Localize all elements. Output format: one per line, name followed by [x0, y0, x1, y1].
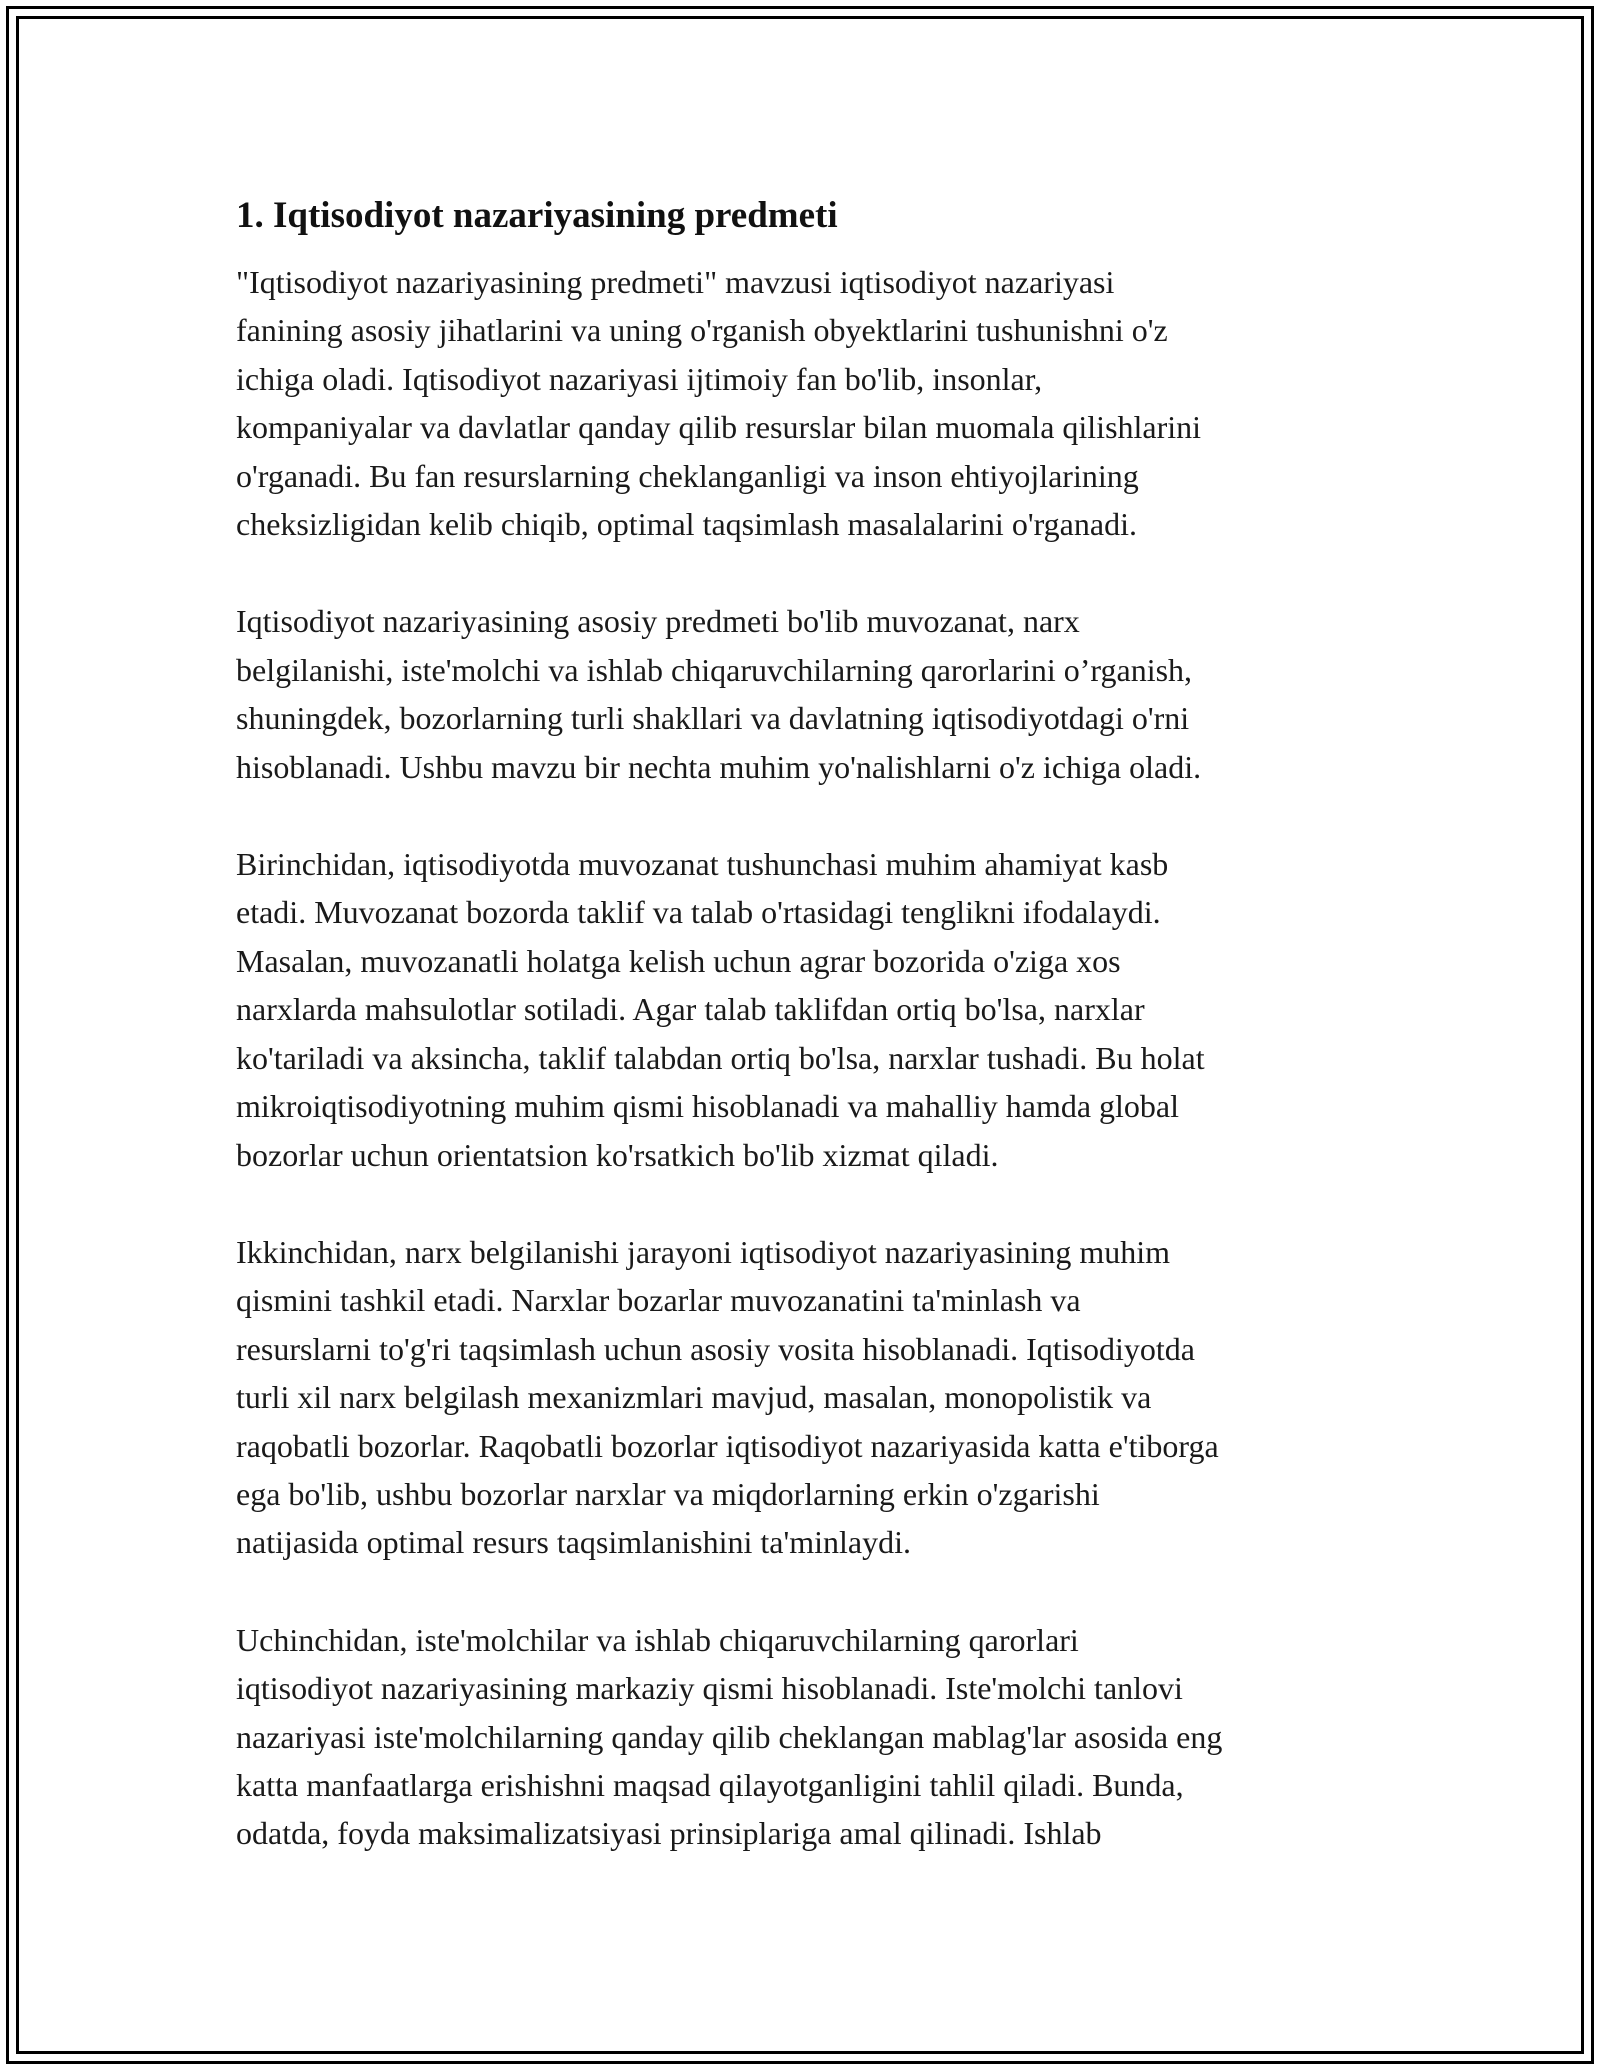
paragraph-main-subject: Iqtisodiyot nazariyasining asosiy predmeti bo'lib muvozanat, narx belgilanishi, iste'molchi va ishlab chiqaruvchilarning qarorlarini o’rganish, shuningdek, bozorlarning turli shakllari va davlatning iqtisodiyotdagi o'rni hisoblanadi. Ushbu mavzu bir nechta muhim yo'nalishlarni o'z ichiga oladi. — [236, 603, 1202, 785]
paragraph-pricing: Ikkinchidan, narx belgilanishi jarayoni iqtisodiyot nazariyasining muhim qismini tashkil etadi. Narxlar bozarlar muvozanatini ta'minlash va resurslarni to'g'ri taqsimlash uchun asosiy vosita hisoblanadi. Iqtisodiyotda turli xil narx belgilash mexanizmlari mavjud, masalan, monopolistik va raqobatli bozorlar. Raqobatli bozorlar iqtisodiyot nazariyasida katta e'tiborga ega bo'lib, ushbu bozorlar narxlar va miqdorlarning erkin o'zgarishi natijasida optimal resurs taqsimlanishini ta'minlaydi. — [236, 1233, 1219, 1561]
paragraph-decisions: Uchinchidan, iste'molchilar va ishlab chiqaruvchilarning qarorlari iqtisodiyot nazariyasining markaziy qismi hisoblanadi. Iste'molchi tanlovi nazariyasi iste'molchilarning qanday qilib cheklangan mablag'lar asosida eng katta manfaatlarga erishishni maqsad qilayotganligini tahlil qiladi. Bunda, odatda, foyda maksimalizatsiyasi prinsiplariga amal qilinadi. Ishlab — [236, 1621, 1223, 1852]
paragraph-equilibrium: Birinchidan, iqtisodiyotda muvozanat tushunchasi muhim ahamiyat kasb etadi. Muvozanat bozorda taklif va talab o'rtasidagi tenglikni ifodalaydi. Masalan, muvozanatli holatga kelish uchun agrar bozorida o'ziga xos narxlarda mahsulotlar sotiladi. Agar talab taklifdan ortiq bo'lsa, narxlar ko'tariladi va aksincha, taklif talabdan ortiq bo'lsa, narxlar tushadi. Bu holat mikroiqtisodiyotning muhim qismi hisoblanadi va mahalliy hamda global bozorlar uchun orientatsion ko'rsatkich bo'lib xizmat qiladi. — [236, 846, 1205, 1173]
document-body — [236, 186, 1376, 1907]
paragraph-intro: "Iqtisodiyot nazariyasining predmeti" mavzusi iqtisodiyot nazariyasi fanining asosiy jihatlarini va uning o'rganish obyektlarini tushunishni o'z ichiga oladi. Iqtisodiyot nazariyasi ijtimoiy fan bo'lib, insonlar, kompaniyalar va davlatlar qanday qilib resurslar bilan muomala qilishlarini o'rganadi. Bu fan resurslarning cheklanganligi va inson ehtiyojlarining cheksizligidan kelib chiqib, optimal taqsimlash masalalarini o'rganadi. — [236, 264, 1202, 543]
section-heading: 1. Iqtisodiyot nazariyasining predmeti — [236, 195, 838, 236]
